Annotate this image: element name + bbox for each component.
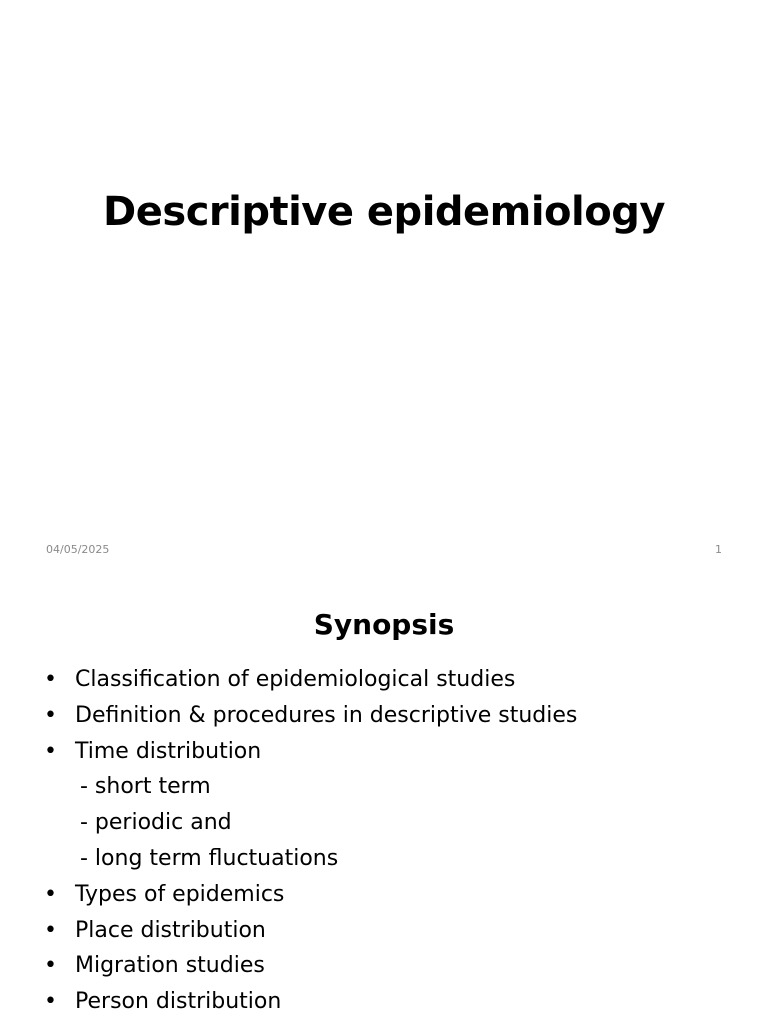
bullet-icon: • — [44, 738, 57, 764]
sub-list-item-text: - short term — [80, 774, 211, 800]
list-item-text: Place distribution — [75, 917, 266, 943]
footer-date: 04/05/2025 — [46, 543, 110, 556]
list-item-text: Person distribution — [75, 989, 282, 1015]
bullet-icon: • — [44, 917, 57, 943]
list-item-text: Migration studies — [75, 953, 265, 979]
bullet-icon: • — [44, 702, 57, 728]
bullet-icon: • — [44, 881, 57, 907]
bullet-icon: • — [44, 667, 57, 692]
list-item-text: Time distribution — [75, 738, 262, 764]
sub-list-item-text: - periodic and — [80, 810, 232, 836]
bullet-icon: • — [44, 953, 57, 979]
sub-list-item-text: - long term fluctuations — [80, 845, 339, 871]
footer-page-number: 1 — [715, 543, 722, 556]
list-item-text: Classification of epidemiological studies — [75, 667, 516, 692]
slide-title: Descriptive epidemiology — [103, 189, 665, 235]
slide-2 — [0, 576, 768, 1024]
bullet-icon: • — [44, 989, 57, 1015]
list-item-text: Definition & procedures in descriptive studies — [75, 702, 578, 728]
list-item-text: Types of epidemics — [75, 881, 285, 907]
synopsis-title: Synopsis — [313, 608, 455, 641]
